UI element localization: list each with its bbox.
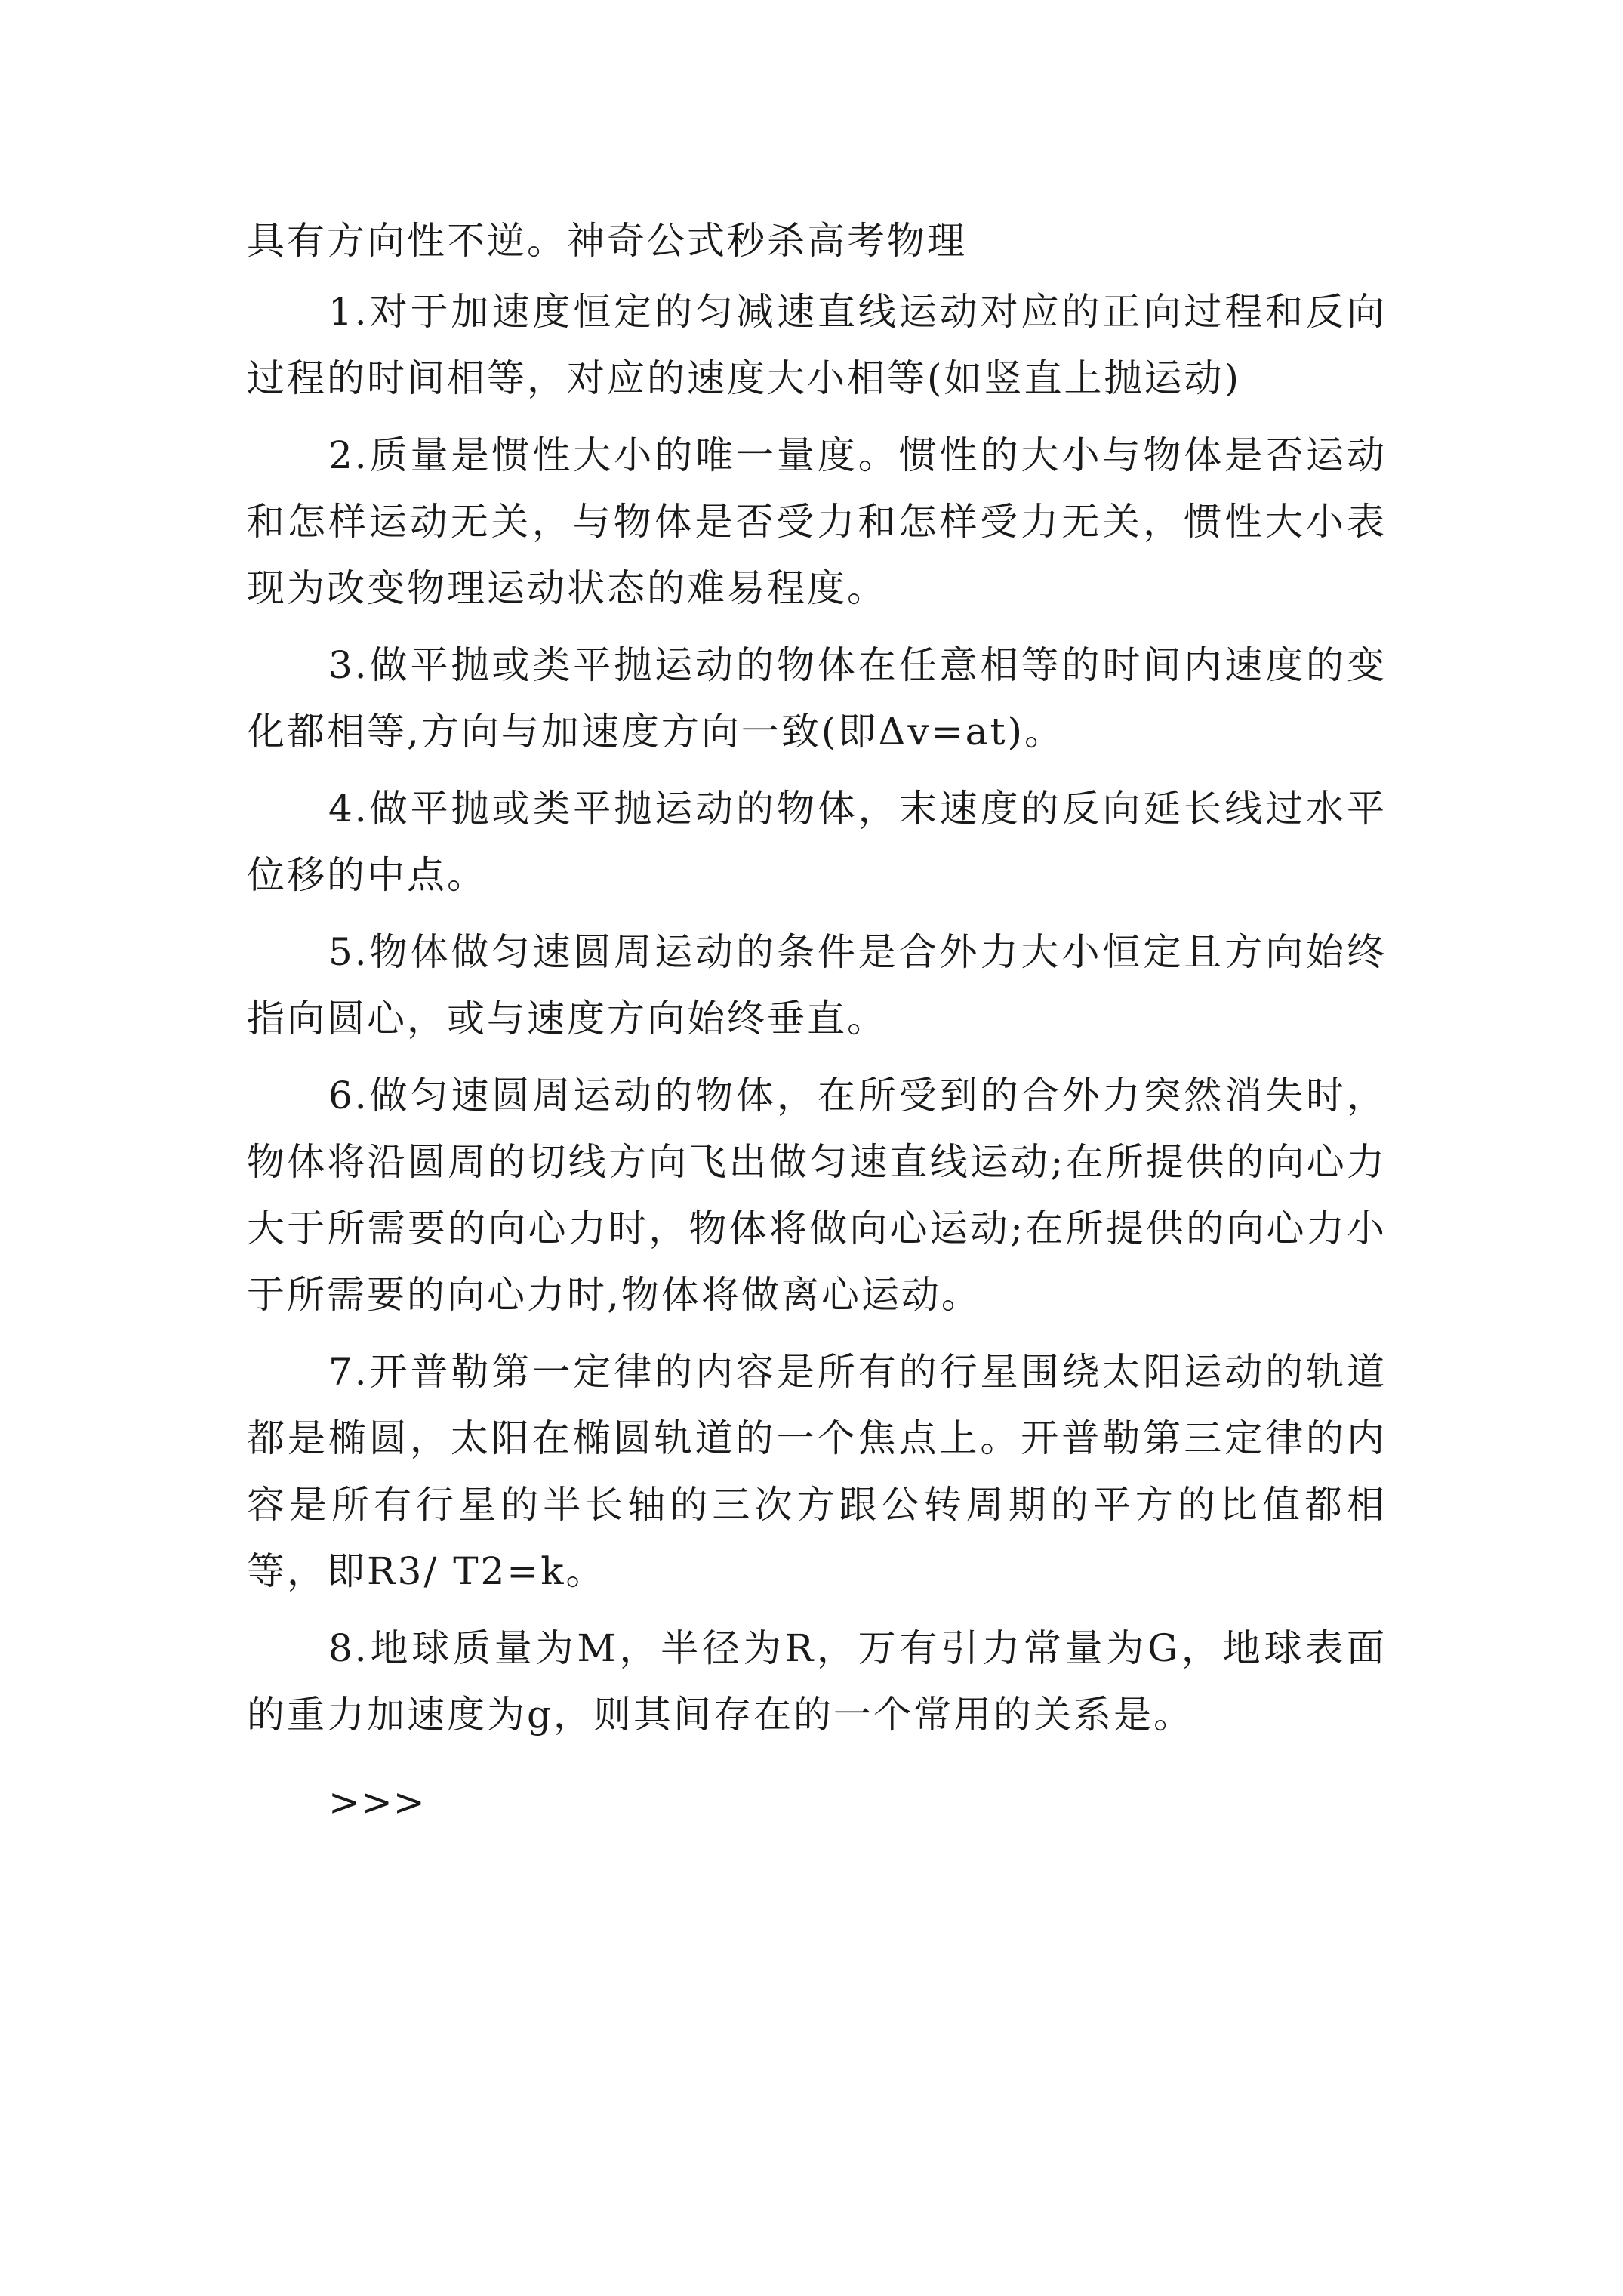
list-item-7: 7.开普勒第一定律的内容是所有的行星围绕太阳运动的轨道都是椭圆，太阳在椭圆轨道的一个焦点上。开普勒第三定律的内容是所有行星的半长轴的三次方跟公转周期的平方的比值都相等，即R3/ T2=k。 <box>247 1350 1387 1593</box>
list-item-5: 5.物体做匀速圆周运动的条件是合外力大小恒定且方向始终指向圆心，或与速度方向始终垂直。 <box>247 930 1387 1040</box>
list-item-6: 6.做匀速圆周运动的物体，在所受到的合外力突然消失时，物体将沿圆周的切线方向飞出做匀速直线运动;在所提供的向心力大于所需要的向心力时，物体将做向心运动;在所提供的向心力小于所需要的向心力时,物体将做离心运动。 <box>247 1074 1387 1317</box>
document-page <box>247 208 1387 1835</box>
continuation-marker: >>> <box>328 1780 426 1824</box>
list-item-8: 8.地球质量为M，半径为R，万有引力常量为G，地球表面的重力加速度为g，则其间存在的一个常用的关系是。 <box>247 1626 1387 1737</box>
list-item-1: 1.对于加速度恒定的匀减速直线运动对应的正向过程和反向过程的时间相等，对应的速度大小相等(如竖直上抛运动) <box>247 290 1387 400</box>
intro-line: 具有方向性不逆。神奇公式秒杀高考物理 <box>247 219 967 263</box>
list-item-4: 4.做平抛或类平抛运动的物体，末速度的反向延长线过水平位移的中点。 <box>247 787 1387 897</box>
list-item-2: 2.质量是惯性大小的唯一量度。惯性的大小与物体是否运动和怎样运动无关，与物体是否受力和怎样受力无关，惯性大小表现为改变物理运动状态的难易程度。 <box>247 433 1387 610</box>
list-item-3: 3.做平抛或类平抛运动的物体在任意相等的时间内速度的变化都相等,方向与加速度方向一致(即Δv=at)。 <box>247 643 1387 754</box>
